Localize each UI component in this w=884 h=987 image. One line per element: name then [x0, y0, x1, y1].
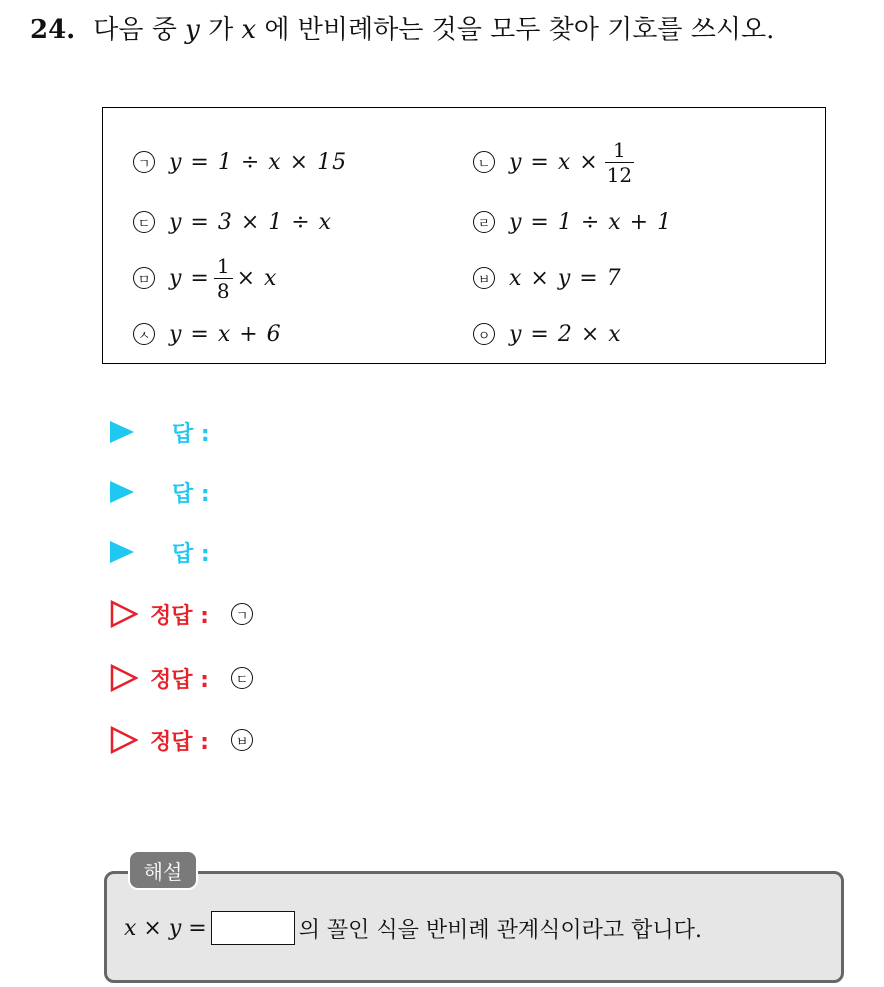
fraction-denominator: 8 — [214, 278, 233, 303]
answer-label: 답 : — [172, 541, 210, 567]
choice-marker: ㄱ — [133, 151, 155, 173]
choice-marker: ㅇ — [473, 323, 495, 345]
explanation-text — [124, 908, 702, 948]
choice-expression: y = x + 6 — [169, 321, 282, 347]
explanation-tag: 해설 — [128, 850, 198, 890]
correct-answer-marker: ㄱ — [231, 603, 253, 625]
choice-expression: y = x × — [509, 149, 599, 175]
question — [30, 12, 774, 48]
triangle-outline-icon — [110, 664, 138, 692]
question-text-part3: 에 반비례하는 것을 모두 찾아 기호를 쓰시오. — [256, 15, 775, 45]
answer-row[interactable] — [110, 532, 210, 572]
answer-label: 답 : — [172, 421, 210, 447]
choice-box — [102, 107, 826, 364]
choice-item — [133, 142, 347, 182]
question-text-part1: 다음 중 — [93, 15, 186, 45]
choice-marker: ㅂ — [473, 267, 495, 289]
choice-marker: ㄷ — [133, 211, 155, 233]
answer-label: 답 : — [172, 481, 210, 507]
play-icon — [110, 481, 134, 503]
correct-answer-row — [110, 594, 253, 634]
correct-answer-row — [110, 658, 253, 698]
choice-expression: y = 1 ÷ x × 15 — [169, 149, 348, 175]
choice-expression: y = 3 × 1 ÷ x — [169, 209, 333, 235]
fraction — [605, 138, 634, 187]
choice-marker: ㅅ — [133, 323, 155, 345]
question-text-part2: 가 — [199, 15, 242, 45]
choice-expression: y = — [169, 265, 210, 291]
correct-answer-marker: ㄷ — [231, 667, 253, 689]
choice-item — [473, 314, 622, 354]
question-var-x: x — [241, 15, 257, 45]
fraction-numerator: 1 — [216, 253, 230, 278]
blank-box — [211, 911, 295, 945]
correct-answer-label: 정답 : — [150, 729, 209, 755]
choice-item — [133, 253, 278, 303]
explanation-expression: x × y = — [124, 915, 207, 941]
question-number: 24. — [30, 15, 76, 45]
correct-answer-label: 정답 : — [150, 603, 209, 629]
answer-row[interactable] — [110, 412, 210, 452]
fraction-denominator: 12 — [606, 162, 633, 187]
play-icon — [110, 541, 134, 563]
choice-item — [473, 137, 634, 187]
correct-answer-row — [110, 720, 253, 760]
triangle-outline-icon — [110, 726, 138, 754]
fraction — [214, 254, 233, 303]
choice-marker: ㅁ — [133, 267, 155, 289]
choice-marker: ㄹ — [473, 211, 495, 233]
choice-expression: x × y = 7 — [509, 265, 622, 291]
choice-item — [133, 314, 282, 354]
correct-answer-label: 정답 : — [150, 667, 209, 693]
choice-item — [473, 202, 672, 242]
choice-expression-post: × x — [236, 265, 278, 291]
fraction-numerator: 1 — [613, 137, 626, 162]
triangle-outline-icon — [110, 600, 138, 628]
answer-row[interactable] — [110, 472, 210, 512]
explanation-sentence: 의 꼴인 식을 반비례 관계식이라고 합니다. — [298, 917, 702, 943]
choice-item — [133, 202, 332, 242]
choice-item — [473, 258, 622, 298]
correct-answer-marker: ㅂ — [231, 729, 253, 751]
question-var-y: y — [185, 15, 200, 45]
play-icon — [110, 421, 134, 443]
choice-expression: y = 1 ÷ x + 1 — [509, 209, 673, 235]
choice-marker: ㄴ — [473, 151, 495, 173]
choice-expression: y = 2 × x — [509, 321, 622, 347]
